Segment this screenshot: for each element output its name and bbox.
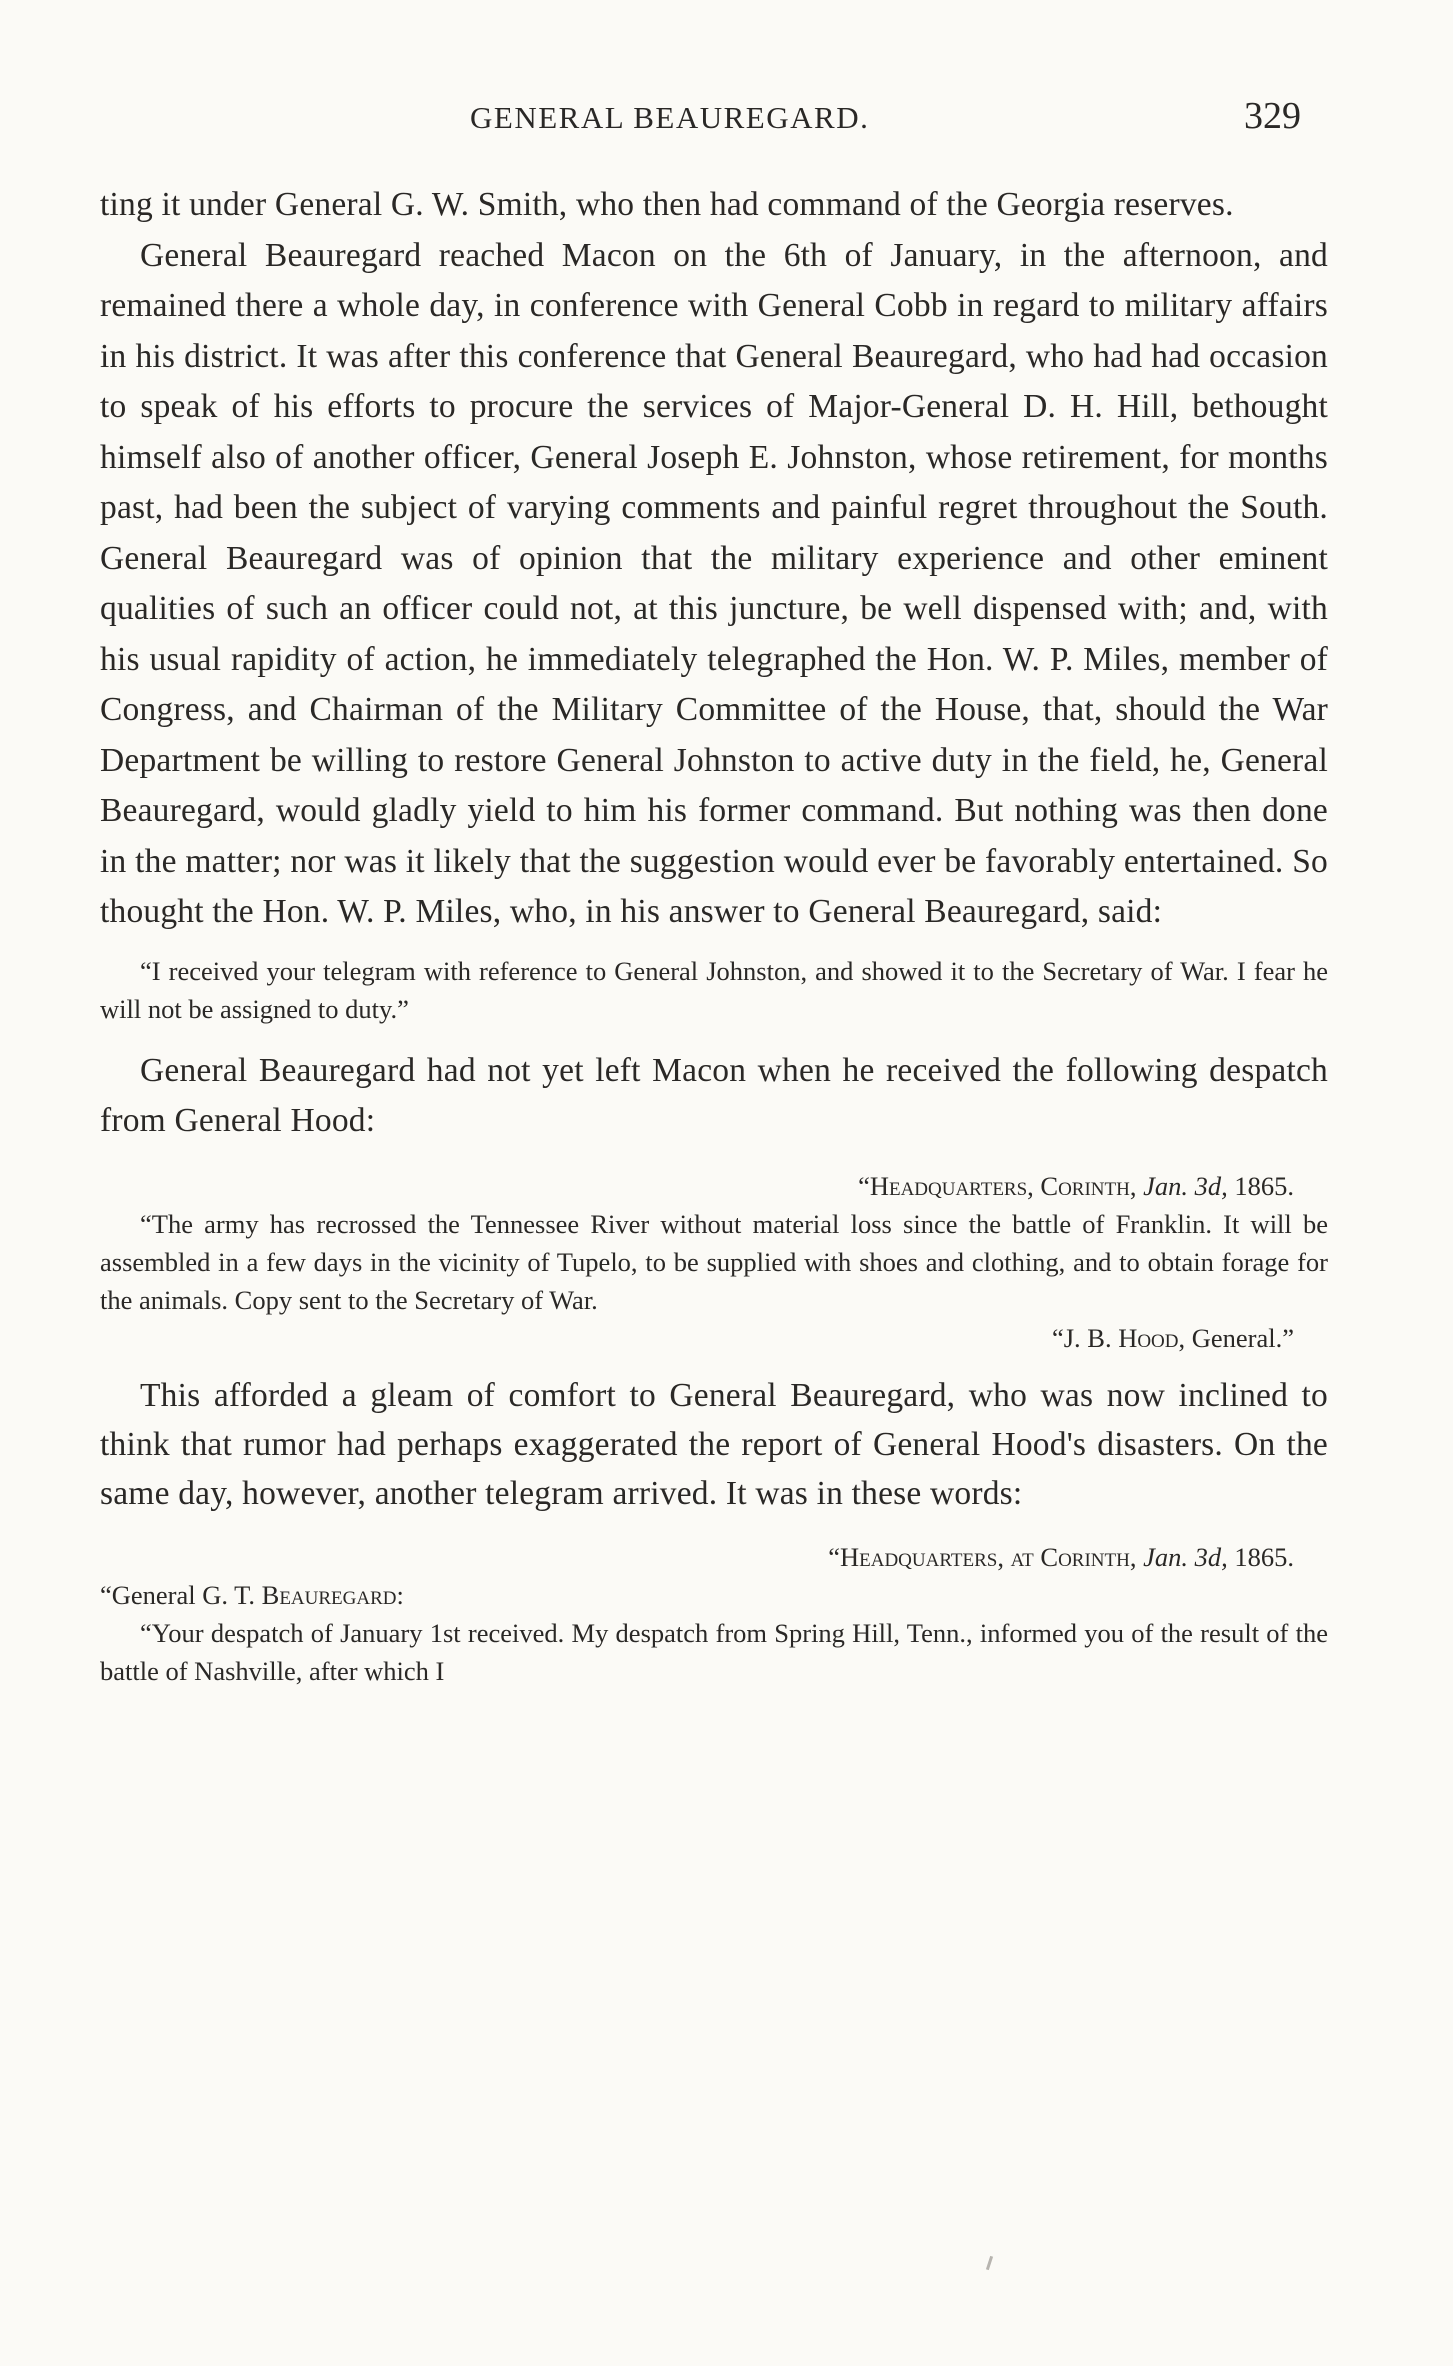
salutation-prefix: “General G. T. [100,1579,256,1610]
running-title: GENERAL BEAUREGARD. [470,100,870,135]
dateline-date: Jan. 3d, [1143,1170,1228,1201]
despatch-second-salutation [100,1576,1328,1614]
dateline-place: Headquarters, Corinth, [869,1170,1137,1201]
running-head [0,92,1453,152]
signature-initials: “J. B. [1051,1322,1112,1353]
page-number: 329 [1244,95,1301,137]
dateline-quote-mark: “ [828,1541,840,1572]
dateline-year: 1865. [1234,1541,1294,1572]
paragraph-gleam-of-comfort: This afforded a gleam of comfort to General Beauregard, who was now inclined to think that rumor had perhaps exaggerated the report of General Hood's disasters. On the same day, however, another telegram arrived. It was in these words: [100,1376,1328,1512]
paragraph-hood-despatch-intro: General Beauregard had not yet left Macon when he received the following despatch from General Hood: [100,1051,1328,1139]
despatch-hood-signature [100,1319,1328,1357]
quote-miles-telegram: “I received your telegram with reference to General Johnston, and showed it to the Secretary of War. I fear he will not be assigned to duty.” [100,955,1328,1024]
dateline-quote-mark: “ [858,1170,870,1201]
despatch-hood-body: “The army has recrossed the Tennessee River without material loss since the battle of Franklin. It will be assembled in a few days in the vicinity of Tupelo, to be supplied with shoes and clothing, and to obtain forage for the animals. Copy sent to the Secretary of War. [100,1208,1328,1315]
signature-name: Hood, [1118,1322,1186,1353]
despatch-hood-dateline [100,1167,1328,1205]
despatch-second [100,1538,1328,1690]
body-text [100,180,1328,1690]
despatch-hood [100,1167,1328,1357]
dateline-year: 1865. [1234,1170,1294,1201]
dateline-date: Jan. 3d, [1143,1541,1228,1572]
stray-ink-mark [986,2256,993,2270]
paragraph-beauregard-macon: General Beauregard reached Macon on the 6th of January, in the afternoon, and remained there a whole day, in conference with General Cobb in regard to military affairs in his district. It was after this conference that General Beauregard, who had had occasion to speak of his efforts to procure the services of Major-General D. H. Hill, bethought himself also of another officer, General Joseph E. Johnston, whose retirement, for months past, had been the subject of varying comments and painful regret throughout the South. General Beauregard was of opinion that the military experience and other eminent qualities of such an officer could not, at this juncture, be well dispensed with; and, with his usual rapidity of action, he immediately telegraphed the Hon. W. P. Miles, member of Congress, and Chairman of the Military Committee of the House, that, should the War Department be willing to restore General Johnston to active duty in the field, he, General Beauregard, would gladly yield to him his former command. But nothing was then done in the matter; nor was it likely that the suggestion would ever be favorably entertained. So thought the Hon. W. P. Miles, who, in his answer to General Beauregard, said: [100,236,1328,930]
paragraph-continued: ting it under General G. W. Smith, who then had command of the Georgia reserves. [100,186,1234,223]
despatch-second-dateline [100,1538,1328,1576]
despatch-second-body: “Your despatch of January 1st received. My despatch from Spring Hill, Tenn., informed you of the result of the battle of Nashville, after which I [100,1617,1328,1686]
dateline-place: Headquarters, at Corinth, [839,1541,1137,1572]
signature-rank: General.” [1191,1322,1294,1353]
salutation-name: Beauregard: [261,1579,404,1610]
